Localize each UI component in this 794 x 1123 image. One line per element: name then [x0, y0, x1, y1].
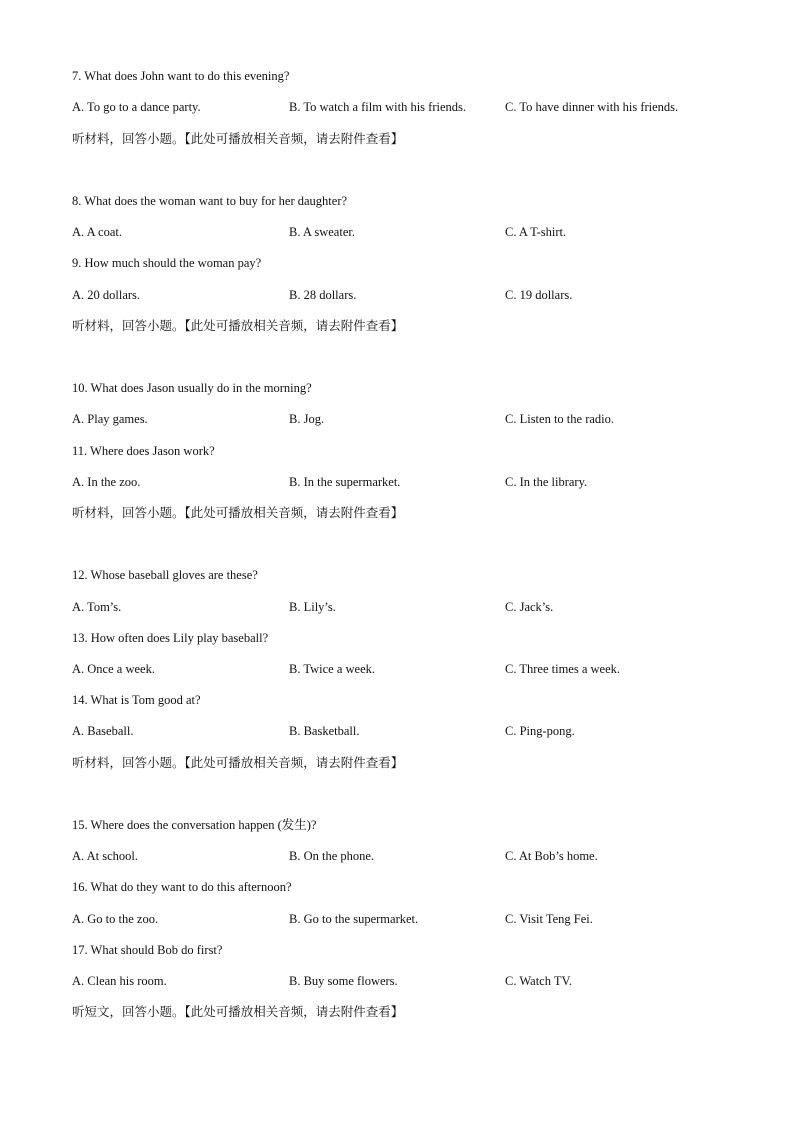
option-7b: B. To watch a film with his friends. [289, 100, 466, 114]
option-16a: A. Go to the zoo. [72, 912, 159, 926]
option-14a: A. Baseball. [72, 724, 134, 738]
option-15c: C. At Bob’s home. [505, 849, 598, 863]
option-17c: C. Watch TV. [505, 974, 573, 988]
option-11a: A. In the zoo. [72, 475, 141, 489]
question-12: 12. Whose baseball gloves are these? [72, 568, 258, 582]
question-9: 9. How much should the woman pay? [72, 256, 262, 270]
option-11b: B. In the supermarket. [289, 475, 401, 489]
audio-note-5: 听短文，回答小题。【此处可播放相关音频，请去附件查看】 [72, 1004, 404, 1019]
option-8b: B. A sweater. [289, 225, 355, 239]
audio-note-3: 听材料，回答小题。【此处可播放相关音频，请去附件查看】 [72, 505, 404, 520]
option-14c: C. Ping-pong. [505, 724, 575, 738]
question-10: 10. What does Jason usually do in the morning? [72, 381, 312, 395]
option-15b: B. On the phone. [289, 849, 375, 863]
question-11: 11. Where does Jason work? [72, 444, 215, 458]
option-7c: C. To have dinner with his friends. [505, 100, 679, 114]
question-13: 13. How often does Lily play baseball? [72, 631, 269, 645]
option-12b: B. Lily’s. [289, 600, 336, 614]
option-8a: A. A coat. [72, 225, 122, 239]
option-9b: B. 28 dollars. [289, 288, 357, 302]
option-13c: C. Three times a week. [505, 662, 621, 676]
audio-note-4: 听材料，回答小题。【此处可播放相关音频，请去附件查看】 [72, 755, 404, 770]
audio-note-2: 听材料，回答小题。【此处可播放相关音频，请去附件查看】 [72, 318, 404, 333]
question-17: 17. What should Bob do first? [72, 943, 223, 957]
audio-note-1: 听材料，回答小题。【此处可播放相关音频，请去附件查看】 [72, 131, 404, 146]
question-16: 16. What do they want to do this afternoon? [72, 880, 292, 894]
option-12a: A. Tom’s. [72, 600, 122, 614]
question-7: 7. What does John want to do this evening? [72, 69, 290, 83]
option-9c: C. 19 dollars. [505, 288, 573, 302]
option-10a: A. Play games. [72, 412, 148, 426]
option-8c: C. A T-shirt. [505, 225, 567, 239]
option-15a: A. At school. [72, 849, 138, 863]
question-14: 14. What is Tom good at? [72, 693, 201, 707]
option-11c: C. In the library. [505, 475, 588, 489]
option-10c: C. Listen to the radio. [505, 412, 615, 426]
option-12c: C. Jack’s. [505, 600, 554, 614]
option-14b: B. Basketball. [289, 724, 360, 738]
option-16c: C. Visit Teng Fei. [505, 912, 593, 926]
option-9a: A. 20 dollars. [72, 288, 141, 302]
option-13a: A. Once a week. [72, 662, 155, 676]
option-13b: B. Twice a week. [289, 662, 376, 676]
option-17a: A. Clean his room. [72, 974, 167, 988]
option-17b: B. Buy some flowers. [289, 974, 398, 988]
option-16b: B. Go to the supermarket. [289, 912, 419, 926]
option-7a: A. To go to a dance party. [72, 100, 201, 114]
question-15: 15. Where does the conversation happen (发生)? [72, 818, 317, 832]
question-8: 8. What does the woman want to buy for her daughter? [72, 194, 348, 208]
option-10b: B. Jog. [289, 412, 325, 426]
